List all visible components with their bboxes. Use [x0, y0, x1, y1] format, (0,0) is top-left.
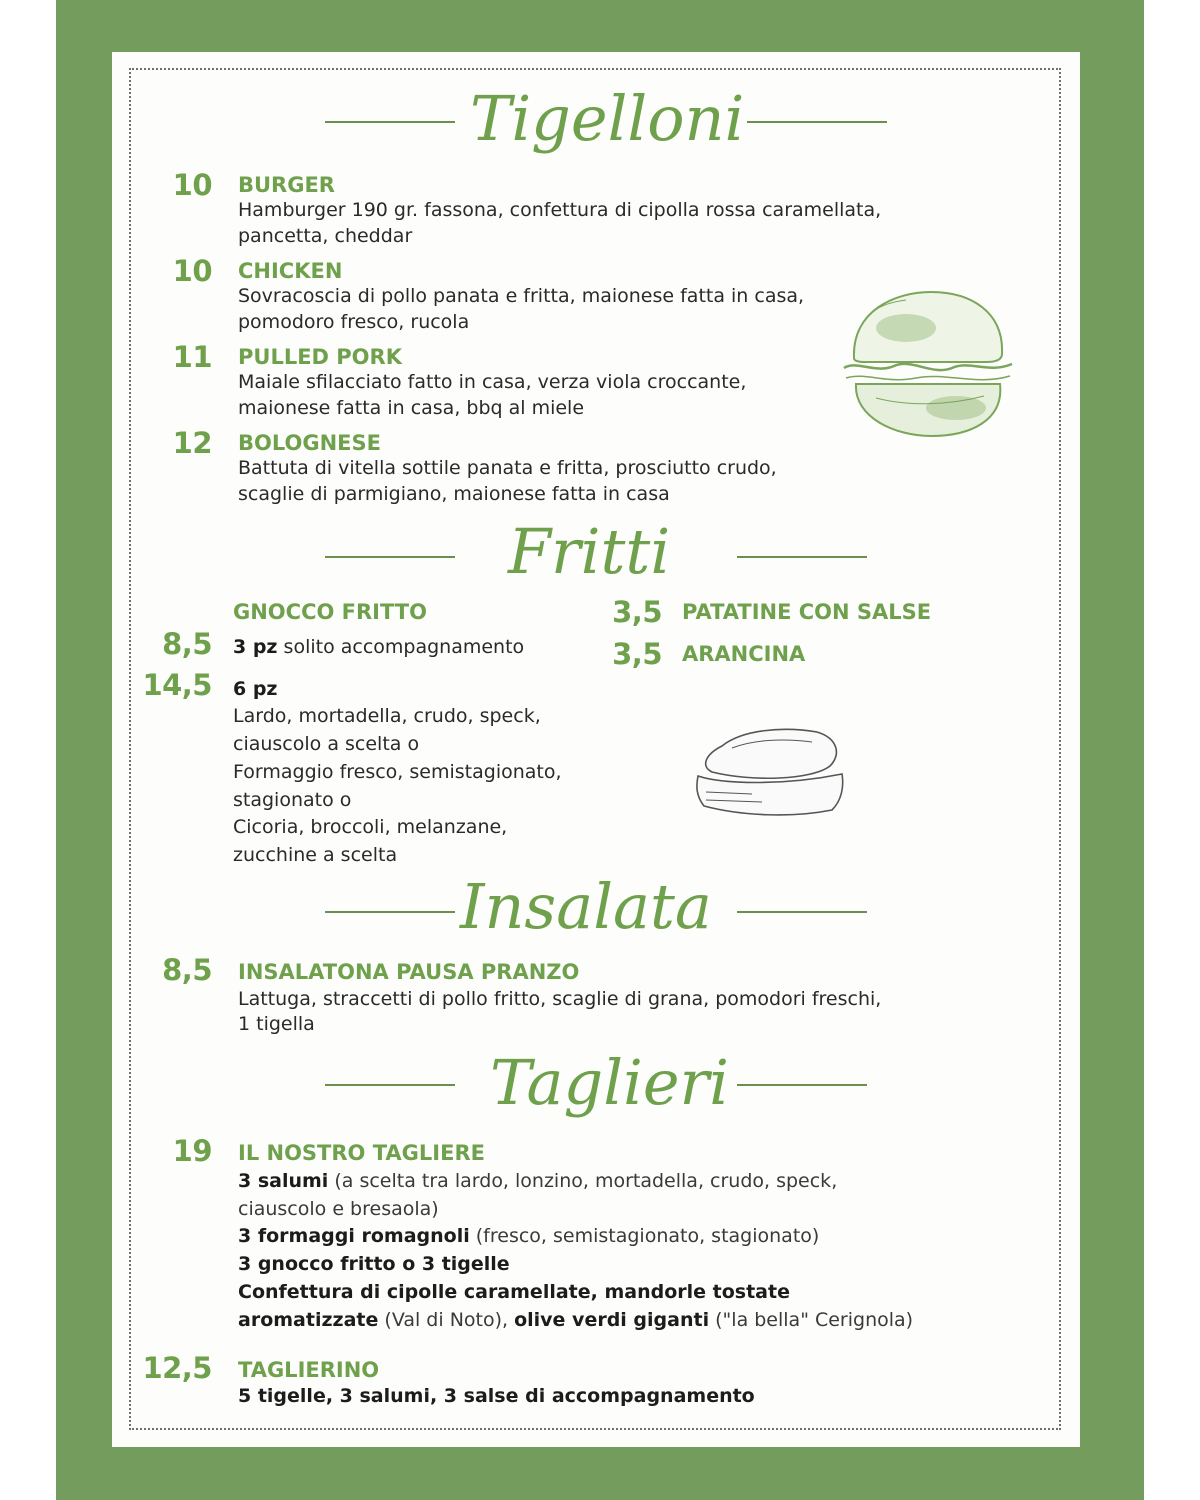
item-price: 3,5: [612, 595, 662, 629]
item-name: PULLED PORK: [238, 345, 402, 369]
item-description: zucchine a scelta: [233, 844, 398, 866]
item-price: 8,5: [162, 627, 212, 661]
item-name: IL NOSTRO TAGLIERE: [238, 1141, 485, 1165]
item-price: 12,5: [142, 1351, 212, 1385]
item-description-bold: 3 formaggi romagnoli: [238, 1225, 470, 1247]
heading-rule-left: [325, 556, 455, 558]
heading-rule-left: [325, 1084, 455, 1086]
item-description: Confettura di cipolle caramellate, mandorle tostate: [238, 1281, 790, 1303]
burger-illustration: [836, 288, 1022, 440]
item-description: Lardo, mortadella, crudo, speck,: [233, 705, 541, 727]
heading-rule-right: [737, 1084, 867, 1086]
item-description: Cicoria, broccoli, melanzane,: [233, 816, 508, 838]
item-description-bold: olive verdi giganti: [514, 1309, 710, 1331]
heading-rule-left: [325, 121, 455, 123]
item-description: [238, 1307, 913, 1333]
item-description-text: ("la bella" Cerignola): [709, 1309, 914, 1331]
item-price: 12: [172, 426, 212, 460]
item-description: Sovracoscia di pollo panata e fritta, maionese fatta in casa,: [238, 285, 805, 307]
section-title-insalata: Insalata: [460, 870, 712, 943]
item-description: Hamburger 190 gr. fassona, confettura di cipolla rossa caramellata,: [238, 199, 882, 221]
item-price: 11: [172, 340, 212, 374]
item-name: GNOCCO FRITTO: [233, 600, 427, 624]
item-price: 8,5: [162, 953, 212, 987]
item-name: CHICKEN: [238, 259, 343, 283]
item-description: Lattuga, straccetti di pollo fritto, scaglie di grana, pomodori freschi,: [238, 988, 882, 1010]
item-description: [233, 634, 524, 660]
item-description: Formaggio fresco, semistagionato,: [233, 761, 562, 783]
item-name: PATATINE CON SALSE: [682, 600, 932, 624]
item-description-bold: aromatizzate: [238, 1309, 379, 1331]
heading-rule-left: [325, 911, 455, 913]
item-description: pomodoro fresco, rucola: [238, 311, 470, 333]
item-name: BOLOGNESE: [238, 431, 381, 455]
section-title-fritti: Fritti: [508, 515, 671, 588]
item-description-text: (fresco, semistagionato, stagionato): [469, 1225, 820, 1247]
item-name: INSALATONA PAUSA PRANZO: [238, 960, 580, 984]
item-price: 3,5: [612, 637, 662, 671]
item-description: Battuta di vitella sottile panata e fritta, prosciutto crudo,: [238, 457, 777, 479]
item-description-text: solito accompagnamento: [277, 636, 525, 658]
heading-rule-right: [737, 911, 867, 913]
item-name: TAGLIERINO: [238, 1358, 380, 1382]
item-description: ciauscolo a scelta o: [233, 733, 420, 755]
item-quantity: 6 pz: [233, 678, 278, 700]
heading-rule-right: [747, 121, 887, 123]
item-description: 5 tigelle, 3 salumi, 3 salse di accompagnamento: [238, 1385, 755, 1407]
item-description: ciauscolo e bresaola): [238, 1198, 439, 1220]
item-description: 1 tigella: [238, 1013, 315, 1035]
item-price: 19: [172, 1134, 212, 1168]
gnocco-fritto-illustration: [692, 724, 852, 820]
item-description: 3 gnocco fritto o 3 tigelle: [238, 1253, 510, 1275]
item-description: stagionato o: [233, 789, 352, 811]
section-title-tigelloni: Tigelloni: [470, 82, 745, 155]
item-description: pancetta, cheddar: [238, 225, 413, 247]
item-name: BURGER: [238, 173, 335, 197]
item-description: [238, 1168, 837, 1194]
item-description-text: (Val di Noto),: [378, 1309, 515, 1331]
item-price: 10: [172, 168, 212, 202]
heading-rule-right: [737, 556, 867, 558]
item-description-bold: 3 salumi: [238, 1170, 329, 1192]
item-price: 14,5: [142, 668, 212, 702]
item-quantity: 3 pz: [233, 636, 278, 658]
item-description: [238, 1223, 819, 1249]
item-price: 10: [172, 254, 212, 288]
item-description: scaglie di parmigiano, maionese fatta in casa: [238, 483, 670, 505]
section-title-taglieri: Taglieri: [490, 1046, 730, 1119]
item-name: ARANCINA: [682, 642, 806, 666]
item-description: maionese fatta in casa, bbq al miele: [238, 397, 585, 419]
item-description-text: (a scelta tra lardo, lonzino, mortadella, crudo, speck,: [328, 1170, 838, 1192]
item-description: Maiale sfilacciato fatto in casa, verza viola croccante,: [238, 371, 747, 393]
